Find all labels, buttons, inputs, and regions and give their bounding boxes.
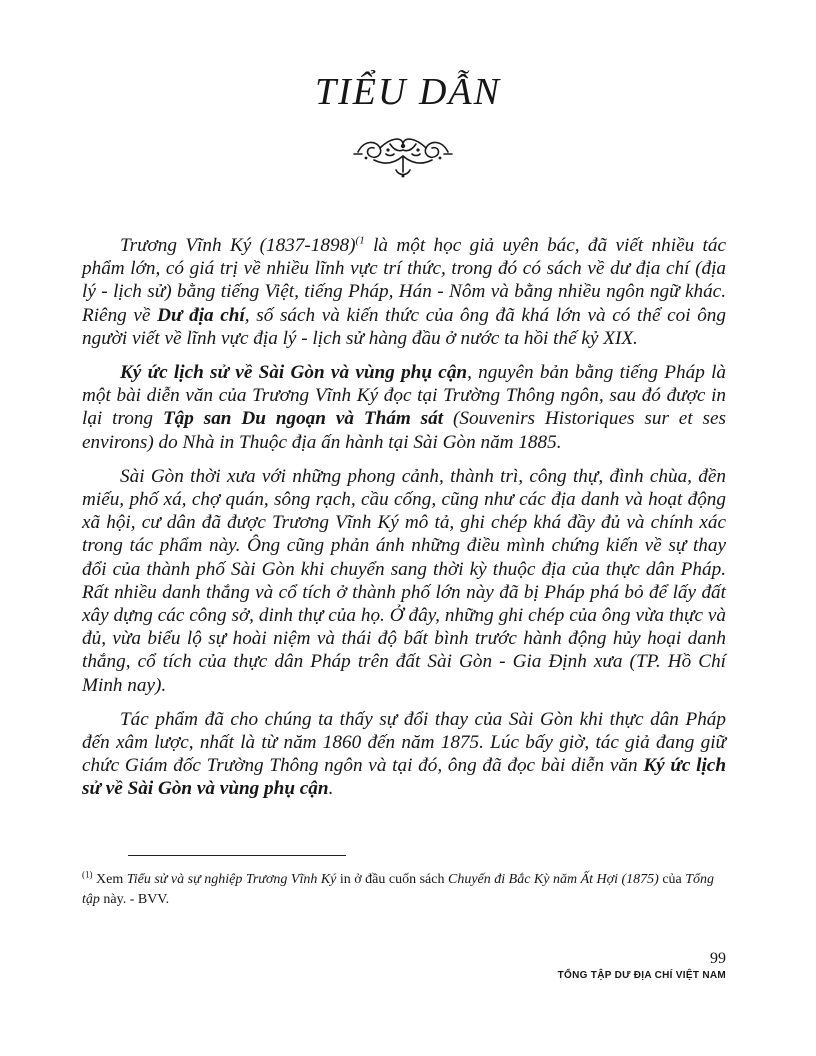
paragraph-2-text: , nguyên bản bằng tiếng Pháp là một bài diễn văn của Trương Vĩnh Ký đọc tại Trường Thông ngôn, sau đó được in lại trong bbox=[82, 362, 726, 430]
paragraph-4 bbox=[82, 708, 726, 801]
footnote-marker: (1) bbox=[82, 869, 93, 880]
footnote-text: này. - BVV. bbox=[99, 892, 170, 907]
footnote-text: của bbox=[658, 872, 686, 887]
footnote-italic: Chuyến đi Bắc Kỳ năm Ất Hợi (1875) bbox=[448, 872, 659, 887]
page-number: 99 bbox=[710, 950, 726, 967]
paragraph-1-text: , số sách và kiến thức của ông đã khá lớn và có thể coi ông người viết về lĩnh vực địa lý - lịch sử hàng đầu ở nước ta hồi thế kỷ XIX. bbox=[82, 304, 726, 349]
footnote-italic: Tiểu sử và sự nghiệp Trương Vĩnh Ký bbox=[126, 872, 337, 887]
paragraph-1-text: là một học giả uyên bác, đã viết nhiều tác phẩm lớn, có giá trị về nhiều lĩnh vực trí thức, trong đó có sách về dư địa chí (địa lý - lịch sử) bằng tiếng Việt, tiếng Pháp, Hán - Nôm và bằng nhiều ngôn ngữ khác. Riêng về bbox=[82, 235, 726, 326]
paragraph-4-text: . bbox=[328, 778, 334, 800]
paragraph-4-text: Tác phẩm đã cho chúng ta thấy sự đổi thay của Sài Gòn khi thực dân Pháp đến xâm lược, nhất là từ năm 1860 đến năm 1875. Lúc bấy giờ, tác giả đang giữ chức Giám đốc Trường Thông ngôn và tại đó, ông đã đọc bài diễn văn bbox=[82, 708, 726, 777]
footnote-text: in ở đầu cuốn sách bbox=[336, 872, 448, 887]
footnote-italic: Tổng tập bbox=[82, 872, 715, 907]
paragraph-4-emphasis: Ký ức lịch sử về Sài Gòn và vùng phụ cận bbox=[82, 755, 726, 800]
footnote bbox=[82, 870, 722, 910]
running-footer: TỔNG TẬP DƯ ĐỊA CHÍ VIỆT NAM bbox=[557, 970, 726, 981]
floral-ornament-icon bbox=[350, 130, 456, 182]
paragraph-1-text: Trương Vĩnh Ký (1837-1898) bbox=[120, 235, 356, 256]
footnote-divider bbox=[128, 855, 346, 856]
paragraph-2-text: (Souvenirs Historiques sur et ses environs) do Nhà in Thuộc địa ấn hành tại Sài Gòn năm 1885. bbox=[82, 408, 727, 453]
paragraph-3-text: Sài Gòn thời xưa với những phong cảnh, thành trì, công thự, đình chùa, đền miếu, phố xá, chợ quán, sông rạch, cầu cống, cũng như các địa danh và hoạt động xã hội, cư dân đã được Trương Vĩnh Ký mô tả, ghi chép khá đầy đủ và chính xác trong tác phẩm này. Ông cũng phản ánh những điều mình chứng kiến về sự thay đổi của thành phố Sài Gòn khi chuyển sang thời kỳ thuộc địa của thực dân Pháp. Rất nhiều danh thắng và cổ tích ở thành phố lớn này đã bị Pháp phá bỏ để lấy đất xây dựng các công sở, dinh thự của họ. Ở đây, những ghi chép của ông vừa thực và đủ, vừa biểu lộ sự hoài niệm và thái độ bất bình trước hành động hủy hoại danh thắng, cổ tích của thực dân Pháp trên đất Sài Gòn - Gia Định xưa (TP. Hồ Chí Minh nay). bbox=[82, 465, 726, 696]
paragraph-3 bbox=[82, 465, 726, 697]
paragraph-2-emphasis: Tập san Du ngoạn và Thám sát bbox=[162, 408, 444, 430]
body-text bbox=[82, 234, 726, 812]
paragraph-2 bbox=[82, 361, 726, 454]
paragraph-1 bbox=[82, 234, 726, 350]
page-title: TIỂU DẪN bbox=[315, 71, 501, 113]
footnote-ref: (1 bbox=[355, 234, 365, 247]
paragraph-2-emphasis: Ký ức lịch sử về Sài Gòn và vùng phụ cận bbox=[120, 362, 468, 384]
footnote-text: Xem bbox=[92, 872, 127, 887]
paragraph-1-emphasis: Dư địa chí bbox=[157, 304, 245, 326]
